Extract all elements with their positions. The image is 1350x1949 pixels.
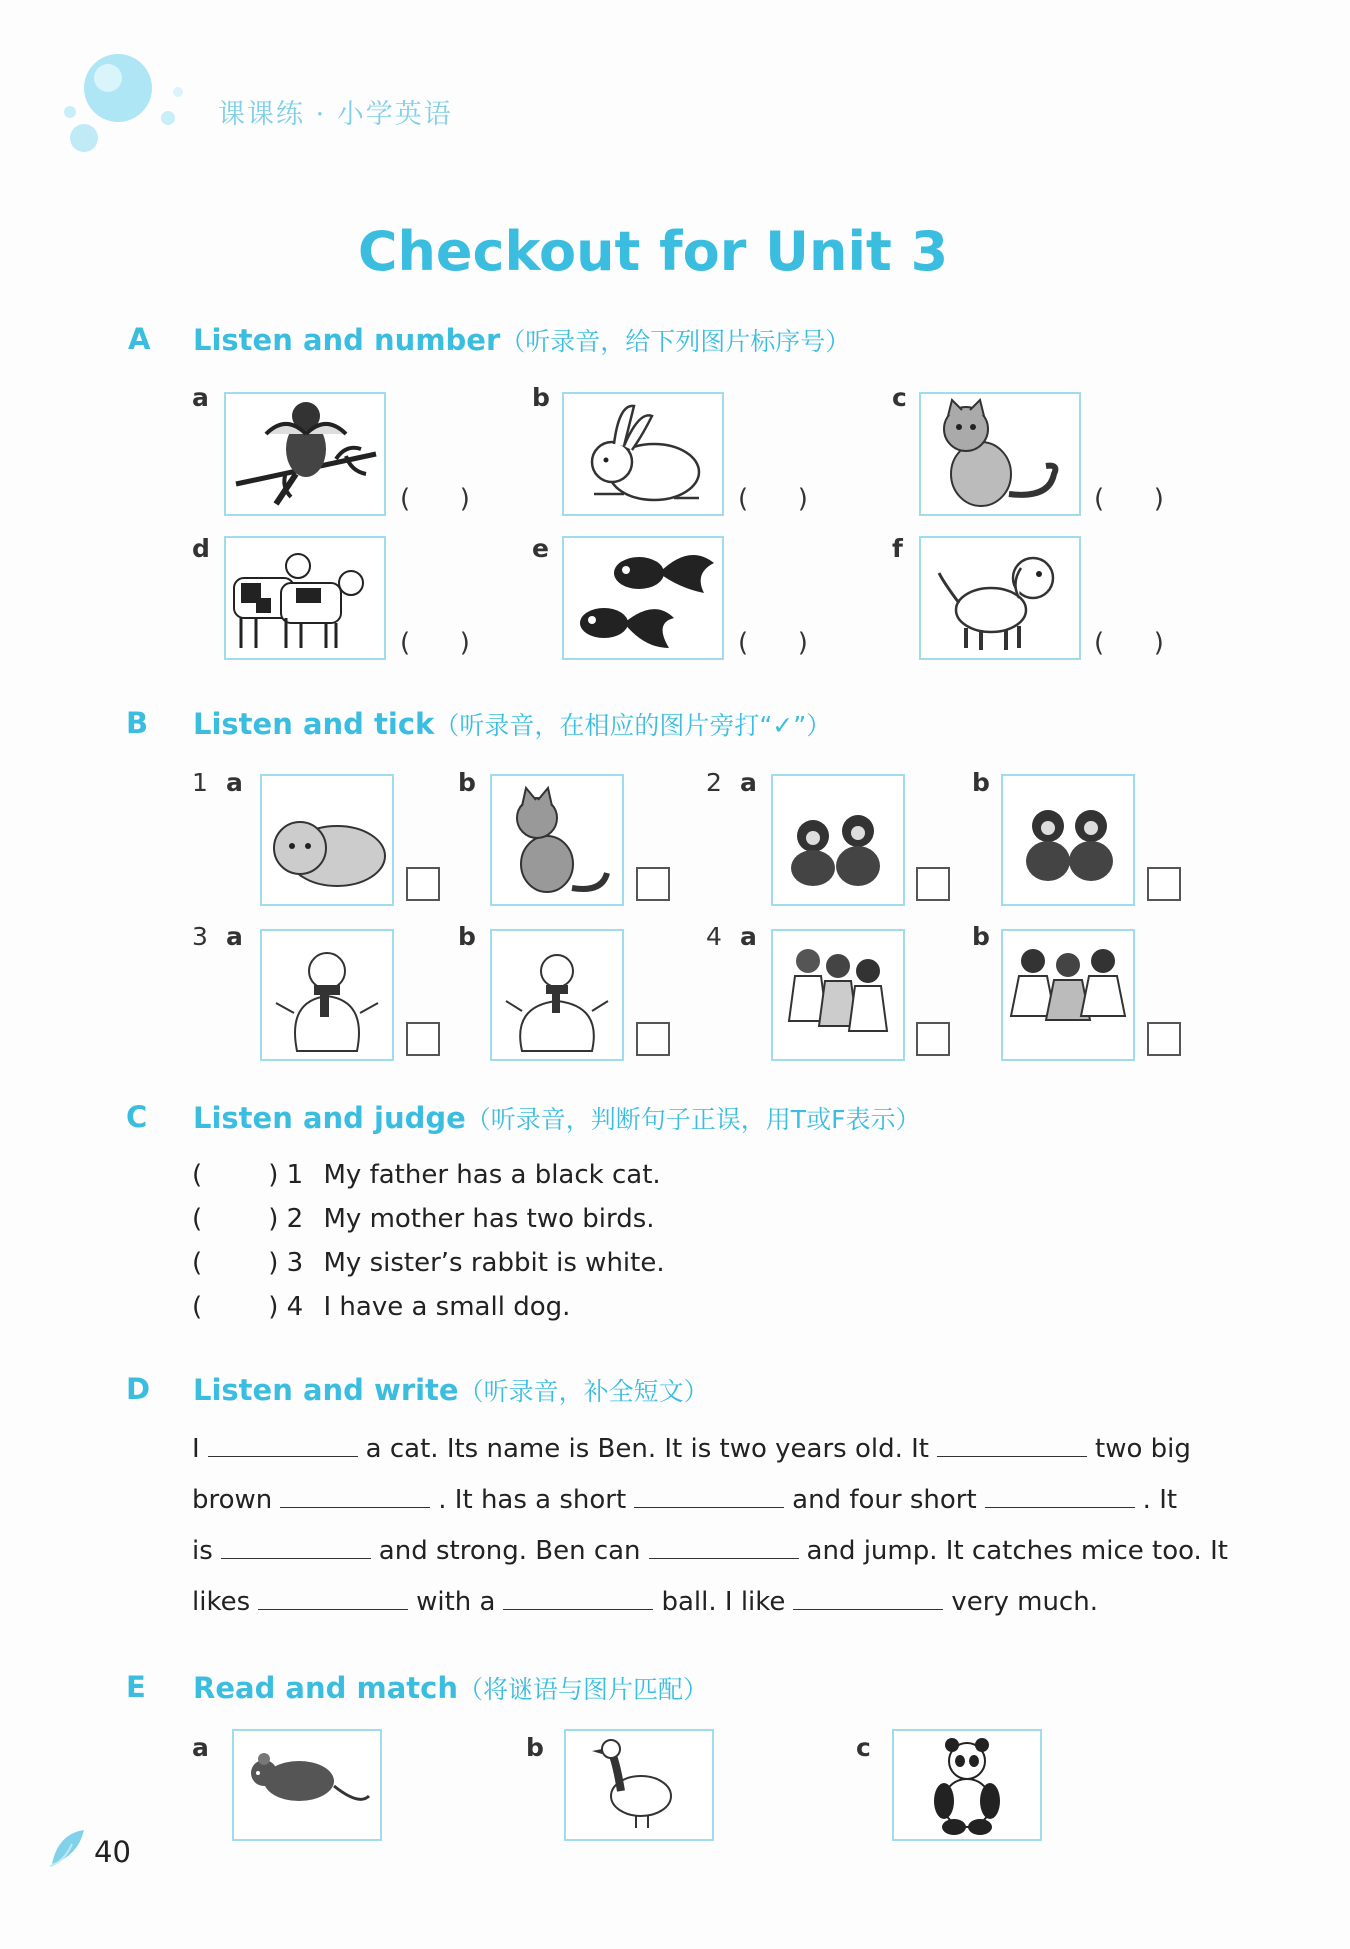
statement-text: I have a small dog. [323,1292,571,1322]
answer-paren: ( ) 1 [192,1160,304,1190]
option-label: a [226,768,243,797]
parrot-picture [224,392,386,516]
option-label: b [458,768,476,797]
group-number: 4 [706,922,722,951]
blank-field[interactable] [258,1585,408,1610]
dolls-icon [773,931,903,1059]
item-label: c [892,383,907,412]
page-title: Checkout for Unit 3 [357,220,949,283]
section-d-title [193,1372,709,1408]
item-label: a [192,1733,209,1762]
snowman-icon [492,931,622,1059]
statement-text: My sister’s rabbit is white. [323,1248,665,1278]
tick-box[interactable] [406,867,440,901]
snowman-picture [490,929,624,1061]
item-label: e [532,534,549,563]
snowman-picture [260,929,394,1061]
group-number: 3 [192,922,208,951]
answer-paren: ( ) [1094,628,1164,658]
section-d-letter: D [126,1372,151,1406]
blank-field[interactable] [985,1483,1135,1508]
goose-icon [566,1731,712,1839]
answer-paren: ( ) 4 [192,1292,304,1322]
dog-picture [919,536,1081,660]
blank-field[interactable] [937,1432,1087,1457]
sitting-cat-icon [492,776,622,904]
dog-icon [921,538,1079,658]
monkeys-picture [771,774,905,906]
dolls-picture [771,929,905,1061]
statement-text: My father has a black cat. [323,1160,661,1190]
passage-text: is [192,1536,213,1566]
passage-text: with a [416,1587,496,1617]
section-e-title-cn: （将谜语与图片匹配） [457,1675,708,1704]
lying-cat-icon [262,776,392,904]
header-title: 课课练 · 小学英语 [218,99,453,130]
section-c-letter: C [126,1100,148,1134]
blank-field[interactable] [793,1585,943,1610]
answer-paren: ( ) 2 [192,1204,304,1234]
group-number: 1 [192,768,208,797]
rabbit-picture [562,392,724,516]
option-label: a [226,922,243,951]
group-number: 2 [706,768,722,797]
monkeys-picture [1001,774,1135,906]
judge-item [192,1204,655,1234]
answer-paren: ( ) [738,628,808,658]
section-c-title-en: Listen and judge [193,1101,466,1135]
bubbles-decoration-icon [60,50,190,160]
item-label: a [192,383,209,412]
answer-paren: ( ) [738,484,808,514]
dolls-picture [1001,929,1135,1061]
item-label: b [526,1733,544,1762]
passage-line [192,1534,1228,1566]
passage-line [192,1585,1098,1617]
option-label: b [972,922,990,951]
section-c-title [193,1100,920,1136]
section-e-letter: E [126,1670,146,1704]
rabbit-icon [564,394,722,514]
blank-field[interactable] [649,1534,799,1559]
option-label: a [740,768,757,797]
judge-item [192,1248,665,1278]
passage-text: a cat. Its name is Ben. It is two years old. It [365,1434,930,1464]
monkeys-icon [773,776,903,904]
goldfish-icon [564,538,722,658]
passage-text: and strong. Ben can [378,1536,641,1566]
leaf-decoration-icon [48,1826,88,1868]
item-label: c [856,1733,871,1762]
tick-box[interactable] [1147,1022,1181,1056]
passage-text: two big [1095,1434,1191,1464]
passage-text: ball. I like [661,1587,786,1617]
item-label: d [192,534,210,563]
panda-icon [894,1731,1040,1839]
page-number: 40 [94,1835,131,1869]
mouse-picture [232,1729,382,1841]
dolls-icon [1003,931,1133,1059]
answer-paren: ( ) [400,628,470,658]
answer-paren: ( ) [400,484,470,514]
blank-field[interactable] [503,1585,653,1610]
section-b-title-en: Listen and tick [193,707,435,741]
section-c-title-cn: （听录音，判断句子正误，用T或F表示） [465,1105,921,1134]
passage-text: brown [192,1485,273,1515]
section-b-title-cn: （听录音，在相应的图片旁打“✓”） [434,711,832,740]
monkeys-icon [1003,776,1133,904]
sitting-cat-picture [490,774,624,906]
passage-line [192,1432,1191,1464]
tick-box[interactable] [916,867,950,901]
blank-field[interactable] [221,1534,371,1559]
passage-text: . It has a short [438,1485,627,1515]
snowman-icon [262,931,392,1059]
section-a-title-en: Listen and number [193,323,501,357]
blank-field[interactable] [208,1432,358,1457]
answer-paren: ( ) [1094,484,1164,514]
goldfish-picture [562,536,724,660]
section-b-letter: B [126,706,149,740]
answer-paren: ( ) 3 [192,1248,304,1278]
judge-item [192,1160,661,1190]
passage-text: and four short [792,1485,977,1515]
section-e-title-en: Read and match [193,1671,458,1705]
tick-box[interactable] [636,1022,670,1056]
parrot-icon [226,394,384,514]
option-label: b [458,922,476,951]
cows-picture [224,536,386,660]
section-a-title [193,322,850,358]
passage-text: very much. [951,1587,1098,1617]
panda-picture [892,1729,1042,1841]
tick-box[interactable] [406,1022,440,1056]
item-label: f [892,534,903,563]
item-label: b [532,383,550,412]
section-e-title [193,1670,708,1706]
passage-text: and jump. It catches mice too. It [806,1536,1228,1566]
mouse-icon [234,1731,380,1839]
cows-icon [226,538,384,658]
cat-icon [921,394,1079,514]
passage-text: likes [192,1587,251,1617]
passage-text: I [192,1434,200,1464]
tick-box[interactable] [916,1022,950,1056]
section-b-title [193,706,831,742]
lying-cat-picture [260,774,394,906]
cat-picture [919,392,1081,516]
statement-text: My mother has two birds. [323,1204,655,1234]
passage-text: . It [1142,1485,1178,1515]
section-a-title-cn: （听录音，给下列图片标序号） [500,327,851,356]
option-label: b [972,768,990,797]
section-d-title-en: Listen and write [193,1373,459,1407]
blank-field[interactable] [634,1483,784,1508]
section-a-letter: A [128,322,151,356]
tick-box[interactable] [1147,867,1181,901]
tick-box[interactable] [636,867,670,901]
blank-field[interactable] [280,1483,430,1508]
goose-picture [564,1729,714,1841]
passage-line [192,1483,1177,1515]
option-label: a [740,922,757,951]
section-d-title-cn: （听录音，补全短文） [458,1377,709,1406]
judge-item [192,1292,570,1322]
